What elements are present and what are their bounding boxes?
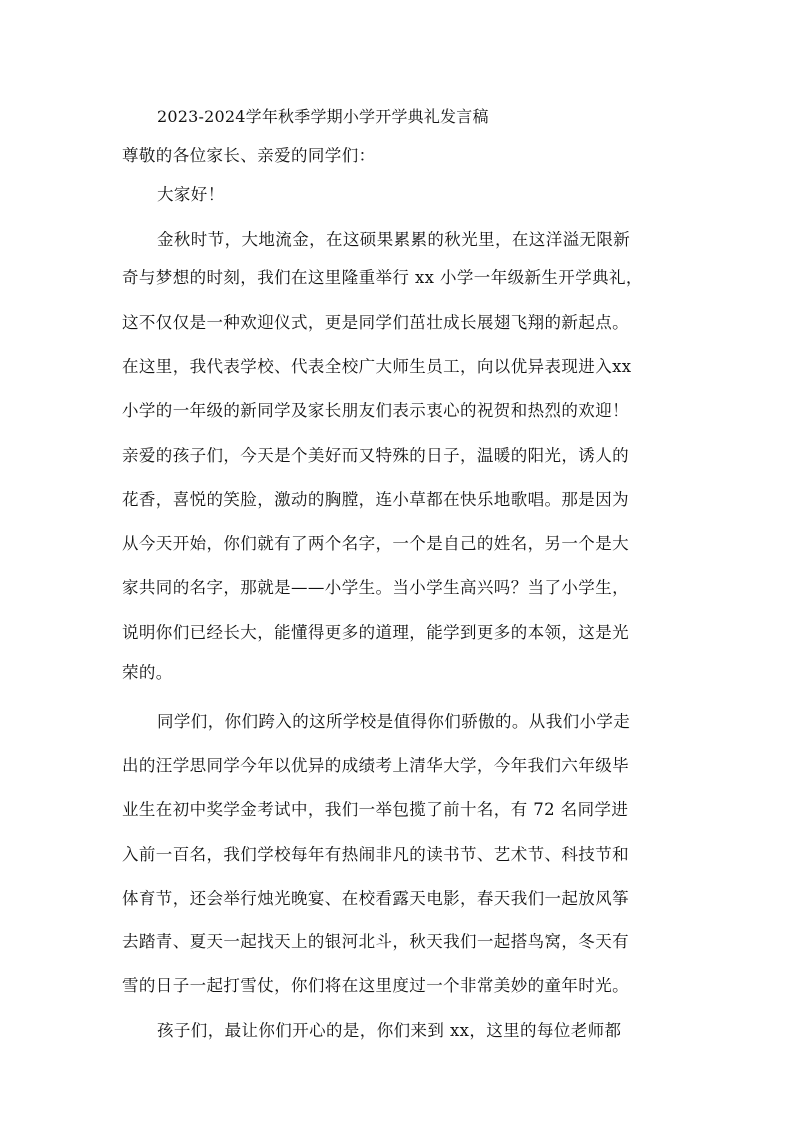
salutation: 尊敬的各位家长、亲爱的同学们：: [122, 146, 376, 165]
page-title: 2023-2024学年秋季学期小学开学典礼发言稿: [157, 107, 489, 126]
paragraph-line: 出的汪学思同学今年以优异的成绩考上清华大学，今年我们六年级毕: [122, 756, 629, 775]
paragraph-line: 同学们，你们跨入的这所学校是值得你们骄傲的。从我们小学走: [157, 712, 631, 731]
paragraph-line: 家共同的名字，那就是——小学生。当小学生高兴吗？当了小学生，: [122, 578, 629, 597]
paragraph-line: 这不仅仅是一种欢迎仪式，更是同学们茁壮成长展翅飞翔的新起点。: [122, 313, 629, 332]
paragraph-line: 在这里，我代表学校、代表全校广大师生员工，向以优异表现进入xx: [122, 357, 632, 376]
paragraph-line: 奇与梦想的时刻，我们在这里隆重举行 xx 小学一年级新生开学典礼，: [122, 268, 643, 287]
paragraph-line: 亲爱的孩子们，今天是个美好而又特殊的日子，温暖的阳光，诱人的: [122, 446, 629, 465]
paragraph-line: 业生在初中奖学金考试中，我们一举包揽了前十名，有 72 名同学进: [122, 800, 629, 819]
paragraph-line: 体育节，还会举行烛光晚宴、在校看露天电影，春天我们一起放风筝: [122, 889, 629, 908]
paragraph-line: 从今天开始，你们就有了两个名字，一个是自己的姓名，另一个是大: [122, 534, 629, 553]
paragraph-line: 荣的。: [122, 663, 173, 682]
paragraph-line: 金秋时节，大地流金，在这硕果累累的秋光里，在这洋溢无限新: [157, 230, 631, 249]
paragraph-line: 去踏青、夏天一起找天上的银河北斗，秋天我们一起搭鸟窝，冬天有: [122, 932, 629, 951]
paragraph-line: 小学的一年级的新同学及家长朋友们表示衷心的祝贺和热烈的欢迎！: [122, 401, 629, 420]
paragraph-line: 说明你们已经长大，能懂得更多的道理，能学到更多的本领，这是光: [122, 623, 629, 642]
paragraph-line: 花香，喜悦的笑脸，激动的胸膛，连小草都在快乐地歌唱。那是因为: [122, 490, 629, 509]
paragraph-line: 雪的日子一起打雪仗，你们将在这里度过一个非常美妙的童年时光。: [122, 976, 629, 995]
paragraph-line: 孩子们，最让你们开心的是，你们来到 xx，这里的每位老师都: [157, 1021, 622, 1040]
paragraph-line: 入前一百名，我们学校每年有热闹非凡的读书节、艺术节、科技节和: [122, 845, 629, 864]
greeting: 大家好！: [157, 185, 225, 204]
